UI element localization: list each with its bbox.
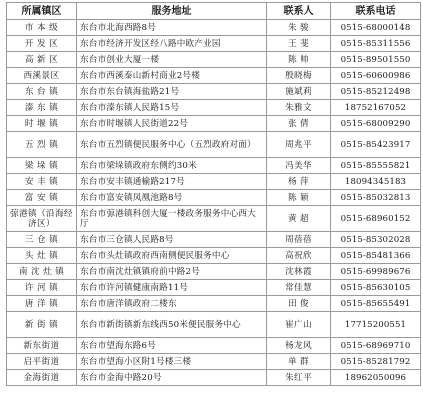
cell-address: 东台市弶港镇科创大厦一楼政务服务中心西大厅 <box>77 206 267 232</box>
cell-address: 东台市梁垛镇政府东侧约30米 <box>77 158 267 174</box>
cell-address: 东台市经济开发区经八路中欧产业园 <box>77 36 267 52</box>
header-address: 服务地址 <box>77 3 267 20</box>
cell-address: 东台市许河镇健康南路11号 <box>77 280 267 296</box>
cell-address: 东台市头灶镇政府西南侧便民服务中心 <box>77 248 267 264</box>
cell-district: 市 本 级 <box>7 20 77 36</box>
cell-address: 东台市时堰镇人民街道22号 <box>77 116 267 132</box>
cell-district: 南 沈 灶 镇 <box>7 264 77 280</box>
cell-contact: 陈 帅 <box>267 52 331 68</box>
cell-contact: 沈林霞 <box>267 264 331 280</box>
table-row <box>7 264 421 280</box>
cell-phone: 17715200551 <box>331 312 421 338</box>
cell-phone: 0515-68009290 <box>331 116 421 132</box>
cell-district: 溱 东 镇 <box>7 100 77 116</box>
cell-district: 新东街道 <box>7 338 77 354</box>
cell-phone: 18094345183 <box>331 174 421 190</box>
table-row <box>7 232 421 248</box>
cell-address: 东台市望海东路6号 <box>77 338 267 354</box>
header-row <box>7 3 421 20</box>
cell-phone: 0515-85423917 <box>331 132 421 158</box>
cell-address: 东台市北海西路8号 <box>77 20 267 36</box>
cell-district: 安 丰 镇 <box>7 174 77 190</box>
cell-phone: 0515-85555821 <box>331 158 421 174</box>
cell-contact: 朱雅文 <box>267 100 331 116</box>
table-row <box>7 52 421 68</box>
table-row <box>7 280 421 296</box>
cell-contact: 施斌莉 <box>267 84 331 100</box>
cell-contact: 周兆平 <box>267 132 331 158</box>
cell-contact: 朱 骏 <box>267 20 331 36</box>
table-row <box>7 370 421 386</box>
cell-district: 新 街 镇 <box>7 312 77 338</box>
table-row <box>7 174 421 190</box>
cell-address: 东台市新街镇新东线西50米便民服务中心 <box>77 312 267 338</box>
table-row <box>7 132 421 158</box>
cell-phone: 0515-68969710 <box>331 338 421 354</box>
cell-address: 东台市创业大厦一楼 <box>77 52 267 68</box>
table-row <box>7 312 421 338</box>
cell-district: 西溪景区 <box>7 68 77 84</box>
header-contact: 联系人 <box>267 3 331 20</box>
header-phone: 联系电话 <box>331 3 421 20</box>
cell-contact: 张 倩 <box>267 116 331 132</box>
cell-phone: 0515-85212498 <box>331 84 421 100</box>
cell-address: 东台市安丰镇通榆路217号 <box>77 174 267 190</box>
table-row <box>7 354 421 370</box>
cell-phone: 18962050096 <box>331 370 421 386</box>
cell-district: 时 堰 镇 <box>7 116 77 132</box>
cell-district: 东 台 镇 <box>7 84 77 100</box>
cell-contact: 陈 颖 <box>267 190 331 206</box>
cell-address: 东台市五烈镇便民服务中心（五烈政府对面） <box>77 132 267 158</box>
cell-contact: 黄 超 <box>267 206 331 232</box>
cell-contact: 杨龙风 <box>267 338 331 354</box>
cell-phone: 0515-85481366 <box>331 248 421 264</box>
cell-district: 唐 洋 镇 <box>7 296 77 312</box>
cell-phone: 0515-85302028 <box>331 232 421 248</box>
header-district: 所属镇区 <box>7 3 77 20</box>
table-row <box>7 20 421 36</box>
table-body <box>7 20 421 386</box>
cell-address: 东台市南沈灶镇镇府前中路2号 <box>77 264 267 280</box>
cell-address: 东台市金海中路20号 <box>77 370 267 386</box>
cell-address: 东台市西溪泰山新村商业2号楼 <box>77 68 267 84</box>
cell-contact: 冯美华 <box>267 158 331 174</box>
table-row <box>7 100 421 116</box>
cell-address: 东台市唐洋镇政府二楼东 <box>77 296 267 312</box>
cell-contact: 殷晓梅 <box>267 68 331 84</box>
cell-contact: 田 俊 <box>267 296 331 312</box>
cell-phone: 0515-85630105 <box>331 280 421 296</box>
table-row <box>7 206 421 232</box>
table-row <box>7 68 421 84</box>
cell-district: 金海街道 <box>7 370 77 386</box>
table-row <box>7 338 421 354</box>
cell-phone: 0515-60600986 <box>331 68 421 84</box>
cell-address: 东台市三仓镇人民路8号 <box>77 232 267 248</box>
cell-contact: 周蓓蓓 <box>267 232 331 248</box>
cell-contact: 王 斐 <box>267 36 331 52</box>
cell-phone: 0515-85032813 <box>331 190 421 206</box>
table-row <box>7 36 421 52</box>
cell-contact: 常佳慧 <box>267 280 331 296</box>
cell-phone: 18752167052 <box>331 100 421 116</box>
cell-contact: 杨 萍 <box>267 174 331 190</box>
table-row <box>7 116 421 132</box>
table-row <box>7 296 421 312</box>
cell-phone: 0515-89501550 <box>331 52 421 68</box>
cell-phone: 0515-85281792 <box>331 354 421 370</box>
table-row <box>7 190 421 206</box>
service-table <box>6 2 421 386</box>
cell-contact: 朱红平 <box>267 370 331 386</box>
table-row <box>7 158 421 174</box>
cell-phone: 0515-85655491 <box>331 296 421 312</box>
cell-district: 头 灶 镇 <box>7 248 77 264</box>
cell-contact: 单 群 <box>267 354 331 370</box>
cell-phone: 0515-69989676 <box>331 264 421 280</box>
service-directory <box>6 2 420 414</box>
cell-district: 弶港镇（沿海经济区） <box>7 206 77 232</box>
cell-contact: 高祝欣 <box>267 248 331 264</box>
cell-phone: 0515-68960152 <box>331 206 421 232</box>
cell-district: 启平街道 <box>7 354 77 370</box>
cell-district: 开 发 区 <box>7 36 77 52</box>
table-row <box>7 248 421 264</box>
cell-contact: 崔广山 <box>267 312 331 338</box>
cell-address: 东台市东台镇海盐路21号 <box>77 84 267 100</box>
cell-address: 东台市溱东镇人民路15号 <box>77 100 267 116</box>
cell-district: 梁 垛 镇 <box>7 158 77 174</box>
cell-district: 许 河 镇 <box>7 280 77 296</box>
cell-district: 富 安 镇 <box>7 190 77 206</box>
cell-address: 东台市富安镇凤凰池路8号 <box>77 190 267 206</box>
cell-district: 高 新 区 <box>7 52 77 68</box>
cell-district: 五 烈 镇 <box>7 132 77 158</box>
table-row <box>7 84 421 100</box>
cell-district: 三 仓 镇 <box>7 232 77 248</box>
cell-phone: 0515-68000148 <box>331 20 421 36</box>
cell-phone: 0515-85311556 <box>331 36 421 52</box>
cell-address: 东台市望海小区附1号楼三楼 <box>77 354 267 370</box>
